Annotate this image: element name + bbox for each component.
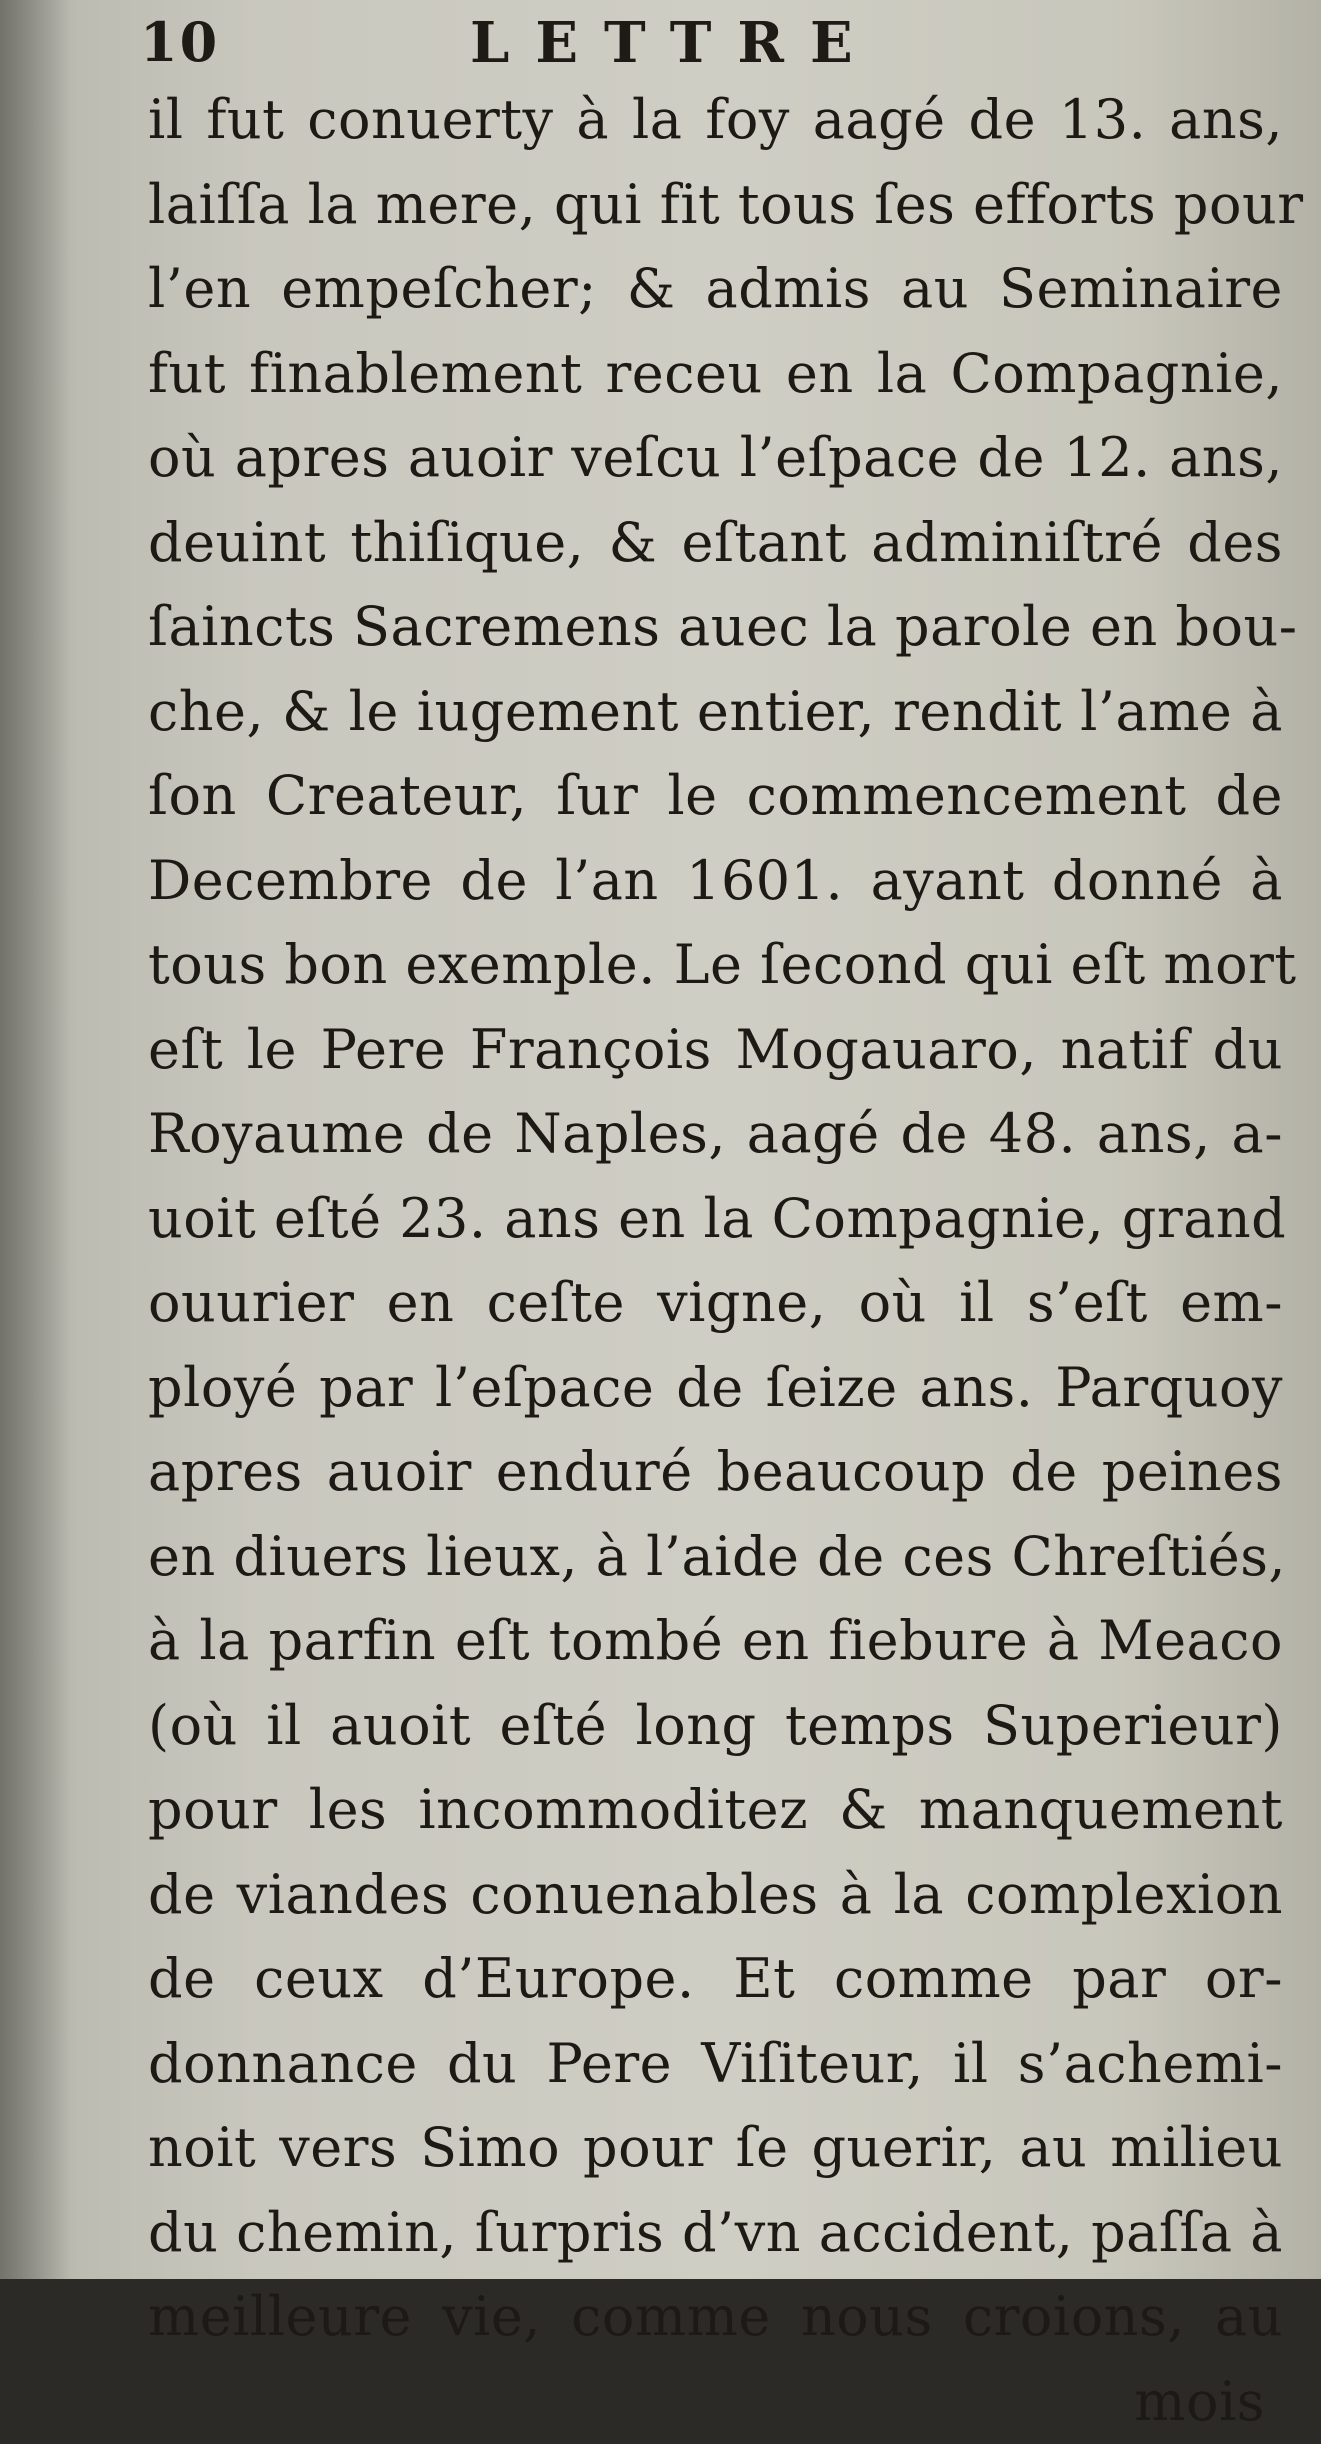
catchword: mois: [148, 2360, 1283, 2444]
text-line: où apres auoir veſcu l’eſpace de 12. ans,: [148, 416, 1283, 501]
text-line: fut finablement receu en la Compagnie,: [148, 332, 1283, 417]
text-line: tous bon exemple. Le ſecond qui eſt mort: [148, 923, 1283, 1008]
text-line: noit vers Simo pour ſe guerir, au milieu: [148, 2106, 1283, 2191]
text-line: à la parfin eſt tombé en fiebure à Meaco: [148, 1599, 1283, 1684]
text-line: deuint thiſique, & eſtant adminiſtré des: [148, 501, 1283, 586]
text-line: l’en empeſcher; & admis au Seminaire: [148, 247, 1283, 332]
text-line: donnance du Pere Viſiteur, il s’achemi-: [148, 2022, 1283, 2107]
text-line: de viandes conuenables à la complexion: [148, 1853, 1283, 1938]
gutter-shadow: [0, 0, 70, 2279]
text-line: du chemin, ſurpris d’vn accident, paſſa à: [148, 2191, 1283, 2276]
text-line: en diuers lieux, à l’aide de ces Chreſtiés,: [148, 1515, 1283, 1600]
body-text: [148, 78, 1283, 2444]
text-line: (où il auoit eſté long temps Superieur): [148, 1684, 1283, 1769]
text-line: ouurier en ceſte vigne, où il s’eſt em-: [148, 1261, 1283, 1346]
running-title: LETTRE: [470, 10, 879, 76]
text-line: ſon Createur, ſur le commencement de: [148, 754, 1283, 839]
text-line: il fut conuerty à la foy aagé de 13. ans,: [148, 78, 1283, 163]
text-line: apres auoir enduré beaucoup de peines: [148, 1430, 1283, 1515]
text-line: Royaume de Naples, aagé de 48. ans, a-: [148, 1092, 1283, 1177]
page-number: 10: [140, 10, 219, 74]
text-line: ſaincts Sacremens auec la parole en bou-: [148, 585, 1283, 670]
text-line: de ceux d’Europe. Et comme par or-: [148, 1937, 1283, 2022]
page-header: [140, 6, 1250, 70]
text-line: Decembre de l’an 1601. ayant donné à: [148, 839, 1283, 924]
text-line: ployé par l’eſpace de ſeize ans. Parquoy: [148, 1346, 1283, 1431]
text-line: che, & le iugement entier, rendit l’ame à: [148, 670, 1283, 755]
text-line: uoit eſté 23. ans en la Compagnie, grand: [148, 1177, 1283, 1262]
text-line: laiſſa la mere, qui fit tous ſes efforts pour: [148, 163, 1283, 248]
text-line: meilleure vie, comme nous croions, au: [148, 2275, 1283, 2360]
text-line: pour les incommoditez & manquement: [148, 1768, 1283, 1853]
text-line: eſt le Pere François Mogauaro, natif du: [148, 1008, 1283, 1093]
